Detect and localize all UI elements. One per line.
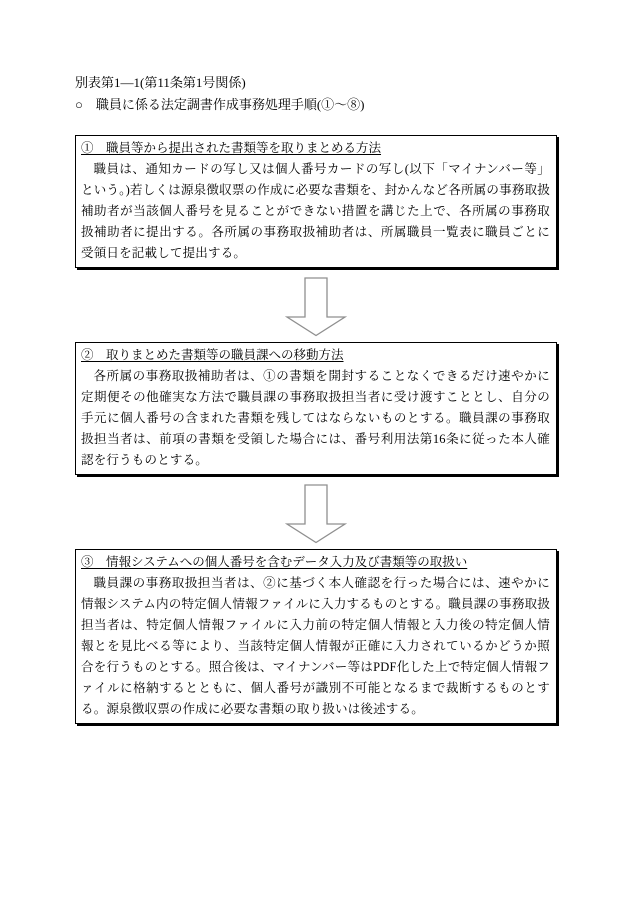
down-arrow-icon	[285, 484, 347, 544]
step-1-title: ① 職員等から提出された書類等を取りまとめる方法	[81, 141, 382, 155]
flow-arrow-1	[75, 277, 557, 337]
down-arrow-icon	[285, 277, 347, 337]
step-2-title: ② 取りまとめた書類等の職員課への移動方法	[81, 348, 344, 362]
document-header	[75, 72, 557, 116]
step-box-1	[75, 135, 557, 268]
step-1-body: 職員は、通知カードの写し又は個人番号カードの写し(以下「マイナンバー等」という。)若しくは源泉徴収票の作成に必要な書類を、封かんなど各所属の事務取扱補助者が当該個人番号を見ることができない措置を講じた上で、各所属の事務取扱補助者に提出する。各所属の事務取扱補助者は、所属職員一覧表に職員ごとに受領日を記載して提出する。	[81, 162, 550, 260]
flow-arrow-2	[75, 484, 557, 544]
step-box-3	[75, 549, 557, 724]
doc-main-title: ○ 職員に係る法定調書作成事務処理手順(①～⑧)	[75, 97, 365, 112]
step-box-2	[75, 342, 557, 475]
step-3-body: 職員課の事務取扱担当者は、②に基づく本人確認を行った場合には、速やかに情報システム内の特定個人情報ファイルに入力するものとする。職員課の事務取扱担当者は、特定個人情報ファイルに入力前の特定個人情報と入力後の特定個人情報とを見比べる等により、当該特定個人情報が正確に入力されているかどうか照合を行うものとする。照合後は、マイナンバー等はPDF化した上で特定個人情報ファイルに格納するとともに、個人番号が識別不可能となるまで裁断するものとする。源泉徴収票の作成に必要な書類の取り扱いは後述する。	[81, 576, 550, 716]
step-3-title: ③ 情報システムへの個人番号を含むデータ入力及び書類等の取扱い	[81, 555, 468, 569]
doc-reference-title: 別表第1―1(第11条第1号関係)	[75, 75, 246, 90]
step-2-body: 各所属の事務取扱補助者は、①の書類を開封することなくできるだけ速やかに定期便その他確実な方法で職員課の事務取扱担当者に受け渡すこととし、自分の手元に個人番号の含まれた書類を残してはならないものとする。職員課の事務取扱担当者は、前項の書類を受領した場合には、番号利用法第16条に従った本人確認を行うものとする。	[81, 369, 550, 467]
